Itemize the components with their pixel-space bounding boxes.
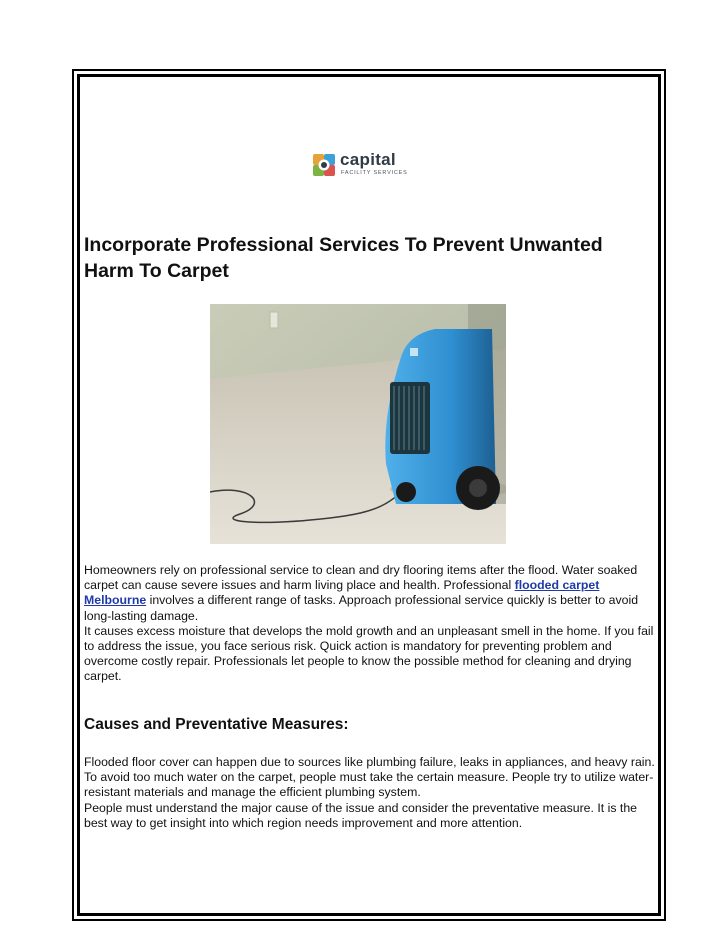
intro-text-part1: Homeowners rely on professional service to clean and dry flooring items after the flood. Water soaked carpet can cause severe issues and harm living place and health. Professional bbox=[84, 563, 638, 593]
logo-tagline: FACILITY SERVICES bbox=[341, 170, 408, 176]
capital-logo bbox=[312, 151, 412, 181]
causes-text: Flooded floor cover can happen due to sources like plumbing failure, leaks in appliances, and heavy rain. To avoid too much water on the carpet, people must take the certain measure. People try to utilize water-resistant materials and manage the efficient plumbing system. bbox=[84, 755, 655, 800]
causes-paragraph bbox=[84, 755, 660, 831]
article-title: Incorporate Professional Services To Prevent Unwanted Harm To Carpet bbox=[84, 234, 603, 282]
flooded-carpet-melbourne-link[interactable]: flooded carpet Melbourne bbox=[84, 578, 600, 608]
prevention-text: People must understand the major cause of the issue and consider the preventative measure. It is the best way to get insight into which region needs improvement and more attention. bbox=[84, 800, 637, 830]
causes-heading: Causes and Preventative Measures: bbox=[84, 716, 349, 733]
moisture-paragraph: It causes excess moisture that develops the mold growth and an unpleasant smell in the home. If you fail to address the issue, you face serious risk. Quick action is mandatory for preventing problem and overcome costly repair. Professionals let people to know the possible method for cleaning and drying carpet. bbox=[84, 623, 654, 684]
intro-paragraph bbox=[84, 563, 660, 685]
logo-mark-icon bbox=[312, 153, 336, 177]
dehumidifier-photo bbox=[210, 304, 506, 544]
logo-brand-text: capital bbox=[340, 150, 396, 169]
intro-text-part2: involves a different range of tasks. Approach professional service quickly is better to avoid long-lasting damage. bbox=[84, 593, 639, 623]
